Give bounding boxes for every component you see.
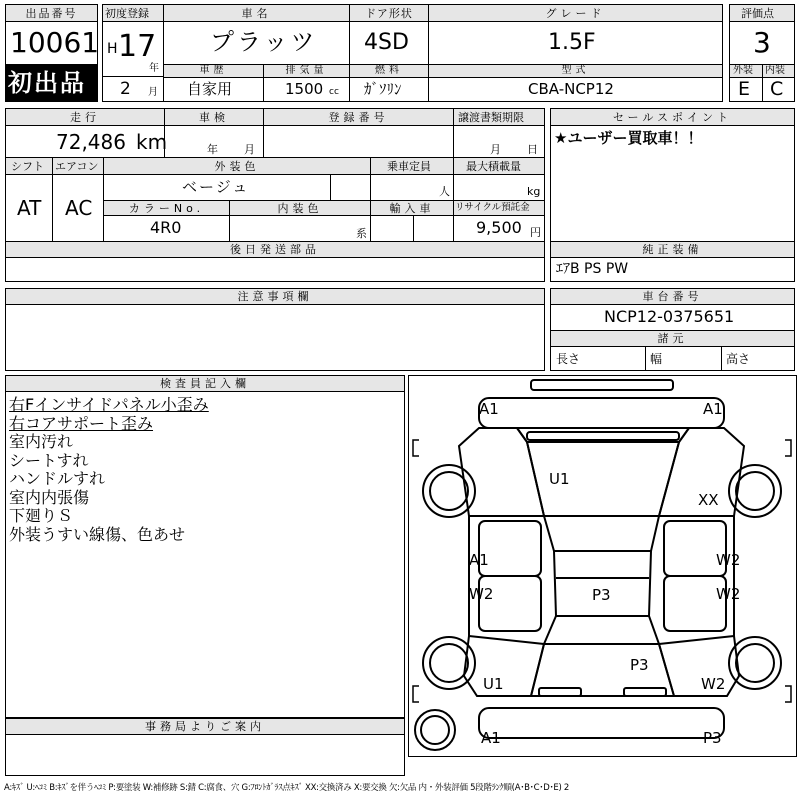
spec-height-label: 高さ	[726, 352, 751, 366]
door-value: 4SD	[364, 30, 409, 55]
office-label: 事務局よりご案内	[145, 720, 265, 733]
inspector-notes-list	[9, 396, 399, 544]
import-cell-a	[370, 215, 414, 242]
mark-a1-left-front-door: A1	[469, 551, 489, 569]
ac-label: エアコン	[55, 160, 99, 173]
color-no-label: カラーNo.	[128, 202, 205, 215]
mark-a1-front-left: A1	[479, 400, 499, 418]
inspector-note: 室内汚れ	[9, 432, 74, 451]
mark-p3-trunk: P3	[630, 656, 649, 674]
equipment-text: ｴｱB PS PW	[556, 261, 629, 277]
max-load-label: 最大積載量	[466, 160, 521, 173]
spec-length-label: 長さ	[556, 352, 581, 366]
shift-label: シフト	[11, 160, 44, 173]
ext-color-label: 外装色	[214, 160, 260, 173]
sales-label: セールスポイント	[612, 111, 732, 124]
interior-label: 内装	[765, 65, 785, 76]
reg-month-unit: 月	[148, 87, 158, 98]
mileage-unit: km	[136, 130, 168, 154]
inspector-note: 室内内張傷	[9, 487, 90, 507]
later-parts-cell	[5, 257, 545, 282]
int-color-label: 内装色	[277, 202, 323, 215]
office-cell	[5, 734, 405, 776]
mark-w2-right-front-door: W2	[716, 551, 741, 569]
mark-u1-hood: U1	[549, 470, 570, 488]
legend-footer: A:ｷｽﾞ U:ﾍｺﾐ B:ｷｽﾞを伴うﾍｺﾐ P:要塗装 W:補修跡 S:錆 C:腐食、穴 G:ﾌﾛﾝﾄｶﾞﾗｽ点ｷｽﾞ XX:交換済み X:要交換 欠:欠品 内・外装評価 5段階ﾗﾝｸ順(A･B･C･D･E) 2	[4, 783, 570, 793]
inspector-note: 右コアサポート歪み	[9, 413, 154, 433]
caution-cell	[5, 304, 545, 371]
score-value: 3	[753, 26, 771, 59]
mark-w2-right-rear-door: W2	[716, 585, 741, 603]
sales-text: ★ユーザー買取車！！	[554, 129, 703, 147]
mark-xx-right-fender: XX	[698, 491, 719, 509]
spec-width-label: 幅	[650, 352, 663, 366]
inspector-note: ハンドルすれ	[9, 469, 106, 488]
inspection-year-unit: 年	[207, 143, 218, 156]
transfer-day-unit: 日	[527, 143, 538, 156]
equipment-label: 純正装備	[642, 243, 703, 256]
history-label: 車歴	[199, 65, 228, 76]
mark-a1-rear-left: A1	[481, 729, 501, 747]
fuel-value: ｶﾞｿﾘﾝ	[364, 80, 402, 98]
grade-value: 1.5F	[548, 30, 596, 55]
mark-u1-left-rear: U1	[483, 675, 504, 693]
model-label: 車名	[241, 7, 272, 20]
door-label: ドア形状	[365, 7, 413, 20]
exterior-grade: E	[738, 78, 751, 100]
inspector-note: 下廻りＳ	[9, 506, 74, 525]
displacement-unit: cc	[329, 87, 339, 97]
import-label: 輸入車	[389, 202, 435, 215]
history-value: 自家用	[187, 80, 233, 98]
chassis-value: NCP12-0375651	[604, 307, 735, 326]
caution-label: 注意事項欄	[237, 290, 313, 303]
lot-number: 10061	[10, 26, 100, 59]
era-prefix: H	[107, 41, 118, 57]
recycle-value: 9,500	[476, 218, 522, 237]
type-label: 型式	[561, 65, 590, 76]
inspector-note: 右Fインサイドパネル小歪み	[9, 395, 209, 414]
capacity-label: 乗車定員	[387, 160, 431, 173]
later-parts-label: 後日発送部品	[230, 243, 320, 256]
reg-number-cell	[263, 125, 454, 158]
ext-color-value: ベージュ	[182, 178, 250, 196]
inspection-month-unit: 月	[244, 143, 255, 156]
max-load-unit: kg	[527, 185, 541, 198]
displacement-value: 1500	[285, 80, 324, 98]
mark-w2-right-rear: W2	[701, 675, 726, 693]
mileage-value: 72,486	[56, 130, 126, 154]
mark-w2-left-rear-door: W2	[469, 585, 494, 603]
shift-value: AT	[17, 196, 42, 220]
color-no-value: 4R0	[150, 218, 182, 237]
mark-a1-front-right: A1	[703, 400, 723, 418]
transfer-month-unit: 月	[490, 143, 501, 156]
lot-label: 出品番号	[25, 7, 78, 20]
car-damage-diagram	[408, 375, 797, 757]
first-listing-label: 初出品	[8, 69, 86, 97]
inspector-note: 外装うすい線傷、色あせ	[9, 524, 186, 544]
grade-label: グレード	[545, 7, 606, 20]
reg-year-unit: 年	[149, 63, 159, 74]
inspector-label: 検査員記入欄	[160, 377, 250, 390]
reg-month: 2	[120, 79, 131, 99]
inspection-label: 車検	[199, 111, 229, 124]
transfer-doc-label: 譲渡書類期限	[458, 111, 524, 124]
exterior-label: 外装	[733, 65, 753, 76]
score-label: 評価点	[741, 7, 774, 20]
mileage-label: 走行	[70, 111, 100, 124]
inspector-note: シートすれ	[9, 450, 89, 470]
type-value: CBA-NCP12	[528, 80, 614, 98]
reg-year: 17	[118, 29, 157, 64]
ext-color-sub-cell	[330, 174, 371, 201]
mark-p3-roof: P3	[592, 586, 611, 604]
import-cell-b	[413, 215, 454, 242]
mark-p3-rear-right: P3	[703, 729, 722, 747]
fuel-label: 燃料	[375, 65, 403, 76]
int-color-cell	[229, 215, 371, 242]
int-color-unit: 系	[356, 227, 367, 240]
displacement-label: 排気量	[285, 65, 328, 76]
recycle-label: リサイクル預託金	[455, 202, 530, 213]
chassis-label: 車台番号	[642, 290, 703, 303]
recycle-unit: 円	[530, 226, 541, 239]
spec-label: 諸元	[657, 332, 688, 345]
reg-number-label: 登録番号	[328, 111, 389, 124]
ac-value: AC	[65, 196, 93, 220]
model-name: プラッツ	[210, 28, 318, 56]
interior-grade: C	[770, 78, 784, 100]
capacity-unit: 人	[439, 185, 450, 198]
first-reg-label: 初度登録	[105, 7, 149, 20]
